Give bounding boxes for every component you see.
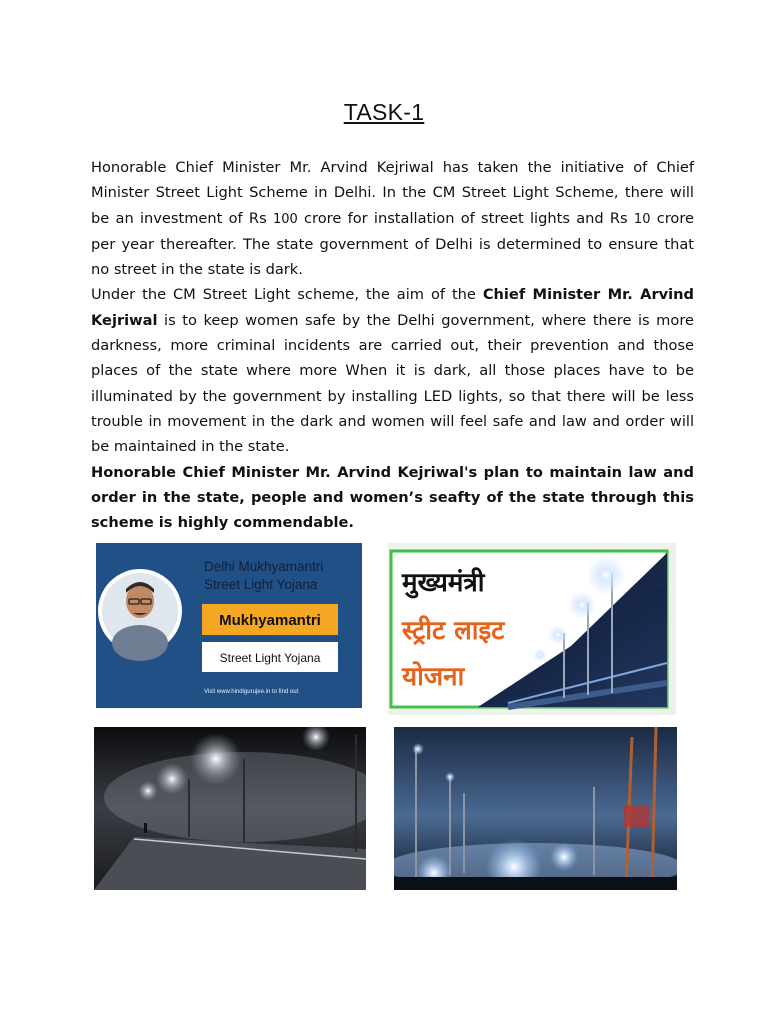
hindi-line-2: स्ट्रीट लाइट <box>402 616 505 646</box>
paragraph-1: Honorable Chief Minister Mr. Arvind Kejriwal has taken the initiative of Chief Minister Street Light Scheme in Delhi. In the CM Street Light Scheme, there will be an investment of Rs 100 crore for installation of street lights and Rs 10 crore per year thereafter. The state government of Delhi is determined to ensure that no street in the state is dark. <box>91 159 695 279</box>
foggy-road-photo <box>94 727 366 890</box>
paragraph-3: Honorable Chief Minister Mr. Arvind Kejriwal's plan to maintain law and order in the state, people and women’s seafty of the state through this scheme is highly commendable. <box>91 463 694 532</box>
hindi-line-3: योजना <box>402 662 465 692</box>
yojana-banner-image <box>96 543 362 708</box>
hindi-line-1: मुख्यमंत्री <box>402 568 485 598</box>
banner-footer: Visit www.hindigurujee.in to find out <box>204 689 299 695</box>
hindi-yojana-image <box>388 543 676 715</box>
banner-line-1: Delhi Mukhyamantri <box>204 559 324 574</box>
banner-line-2: Street Light Yojana <box>204 577 318 592</box>
night-streetlights-photo <box>394 727 677 890</box>
banner-yellow-label: Mukhyamantri <box>219 612 321 629</box>
banner-white-label: Street Light Yojana <box>219 651 321 665</box>
page-title: TASK-1 <box>343 99 425 125</box>
bold-name: Chief Minister Mr. Arvind Kejriwal <box>91 286 694 329</box>
document-body <box>91 155 694 535</box>
paragraph-2: Under the CM Street Light scheme, the aim of the Chief Minister Mr. Arvind Kejriwal is to keep women safe by the Delhi government, where there is more darkness, more criminal incidents are carried out, their prevention and those places of the state where more When it is dark, all those places have to be illuminated by the government by installing LED lights, so that there will be less trouble in movement in the dark and women will feel safe and law and order will be maintained in the state. <box>91 286 694 456</box>
